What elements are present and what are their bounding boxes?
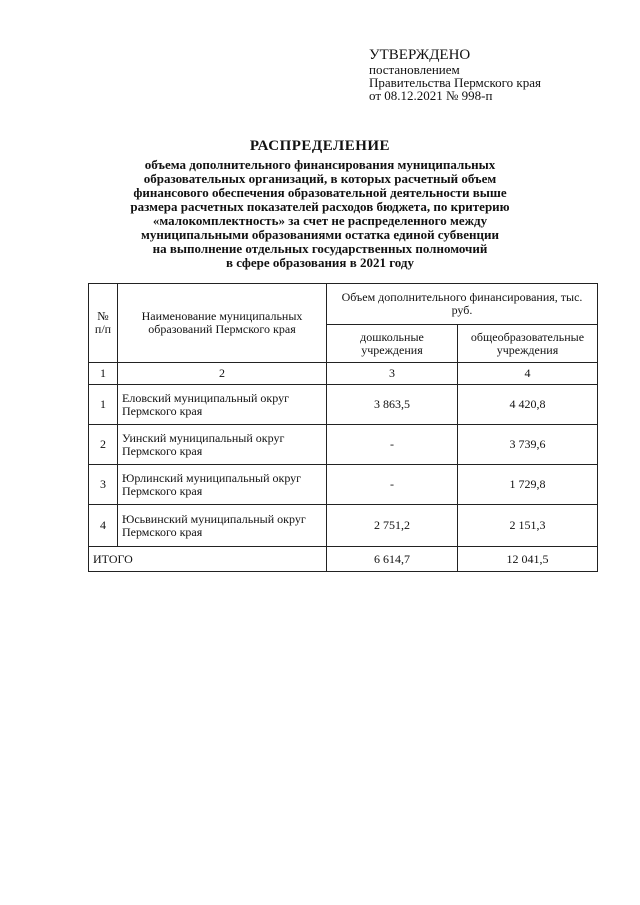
document-title: РАСПРЕДЕЛЕНИЕ bbox=[249, 138, 391, 154]
header-num: № п/п bbox=[89, 284, 118, 363]
row-preschool: - bbox=[327, 425, 458, 465]
row-name: Юсьвинский муниципальный округ Пермского края bbox=[118, 505, 327, 547]
approval-line: Правительства Пермского края bbox=[369, 75, 541, 90]
row-general: 1 729,8 bbox=[458, 465, 598, 505]
header-general: общеобразовательные учреждения bbox=[458, 325, 598, 363]
subtitle-line: в сфере образования в 2021 году bbox=[225, 255, 415, 270]
table-row bbox=[89, 385, 598, 425]
table-header-row bbox=[89, 284, 598, 325]
column-number: 2 bbox=[118, 363, 327, 385]
row-num: 3 bbox=[89, 465, 118, 505]
row-preschool: 2 751,2 bbox=[327, 505, 458, 547]
row-general: 3 739,6 bbox=[458, 425, 598, 465]
row-num: 4 bbox=[89, 505, 118, 547]
row-preschool: 3 863,5 bbox=[327, 385, 458, 425]
distribution-table bbox=[88, 283, 598, 572]
document-subtitle bbox=[90, 158, 550, 270]
column-number: 1 bbox=[89, 363, 118, 385]
row-name: Уинский муниципальный округ Пермского края bbox=[118, 425, 327, 465]
row-general: 2 151,3 bbox=[458, 505, 598, 547]
approval-stamp bbox=[369, 48, 541, 102]
subtitle-line: размера расчетных показателей расходов бюджета, по критерию bbox=[130, 199, 510, 214]
row-name: Юрлинский муниципальный округ Пермского края bbox=[118, 465, 327, 505]
subtitle-line: на выполнение отдельных государственных полномочий bbox=[152, 241, 488, 256]
column-number: 4 bbox=[458, 363, 598, 385]
subtitle-line: «малокомплектность» за счет не распределенного между bbox=[152, 213, 488, 228]
row-num: 1 bbox=[89, 385, 118, 425]
table-row bbox=[89, 465, 598, 505]
row-name: Еловский муниципальный округ Пермского края bbox=[118, 385, 327, 425]
table-row bbox=[89, 505, 598, 547]
total-label: ИТОГО bbox=[89, 547, 327, 572]
approval-line: от 08.12.2021 № 998-п bbox=[369, 88, 493, 103]
row-preschool: - bbox=[327, 465, 458, 505]
row-general: 4 420,8 bbox=[458, 385, 598, 425]
total-general: 12 041,5 bbox=[458, 547, 598, 572]
header-preschool: дошкольные учреждения bbox=[327, 325, 458, 363]
row-num: 2 bbox=[89, 425, 118, 465]
subtitle-line: образовательных организаций, в которых расчетный объем bbox=[143, 171, 497, 186]
column-number: 3 bbox=[327, 363, 458, 385]
table-row bbox=[89, 425, 598, 465]
approval-heading: УТВЕРЖДЕНО bbox=[369, 47, 471, 63]
subtitle-line: муниципальными образованиями остатка единой субвенции bbox=[141, 227, 499, 242]
header-name: Наименование муниципальных образований Пермского края bbox=[118, 284, 327, 363]
subtitle-line: объема дополнительного финансирования муниципальных bbox=[144, 157, 496, 172]
column-number-row bbox=[89, 363, 598, 385]
approval-line: постановлением bbox=[369, 62, 460, 77]
total-preschool: 6 614,7 bbox=[327, 547, 458, 572]
total-row bbox=[89, 547, 598, 572]
header-volume: Объем дополнительного финансирования, тыс. руб. bbox=[327, 284, 598, 325]
subtitle-line: финансового обеспечения образовательной деятельности выше bbox=[133, 185, 507, 200]
